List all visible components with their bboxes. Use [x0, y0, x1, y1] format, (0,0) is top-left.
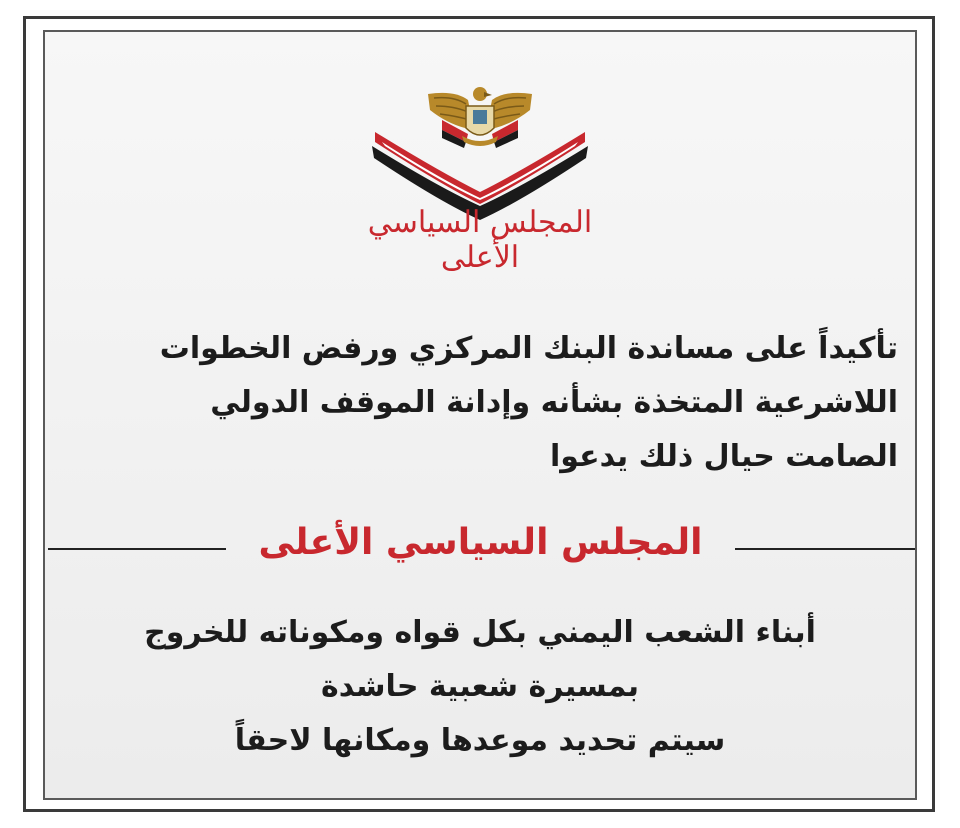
- call-paragraph: [60, 606, 900, 768]
- call-line-1: أبناء الشعب اليمني بكل قواه ومكوناته للخروج: [144, 615, 816, 650]
- statement-line-3: الصامت حيال ذلك يدعوا: [550, 439, 898, 474]
- statement-line-1: تأكيداً على مساندة البنك المركزي ورفض الخطوات: [159, 331, 898, 366]
- logo-wordmark: المجلس السياسي الأعلى: [367, 205, 593, 275]
- statement-paragraph: [58, 322, 898, 484]
- statement-line-2: اللاشرعية المتخذة بشأنه وإدانة الموقف الدولي: [210, 385, 898, 420]
- call-line-2: بمسيرة شعبية حاشدة: [321, 669, 639, 704]
- divider-left: [48, 548, 226, 550]
- council-title: المجلس السياسي الأعلى: [258, 522, 703, 563]
- call-line-3: سيتم تحديد موعدها ومكانها لاحقاً: [234, 723, 726, 758]
- divider-right: [735, 548, 915, 550]
